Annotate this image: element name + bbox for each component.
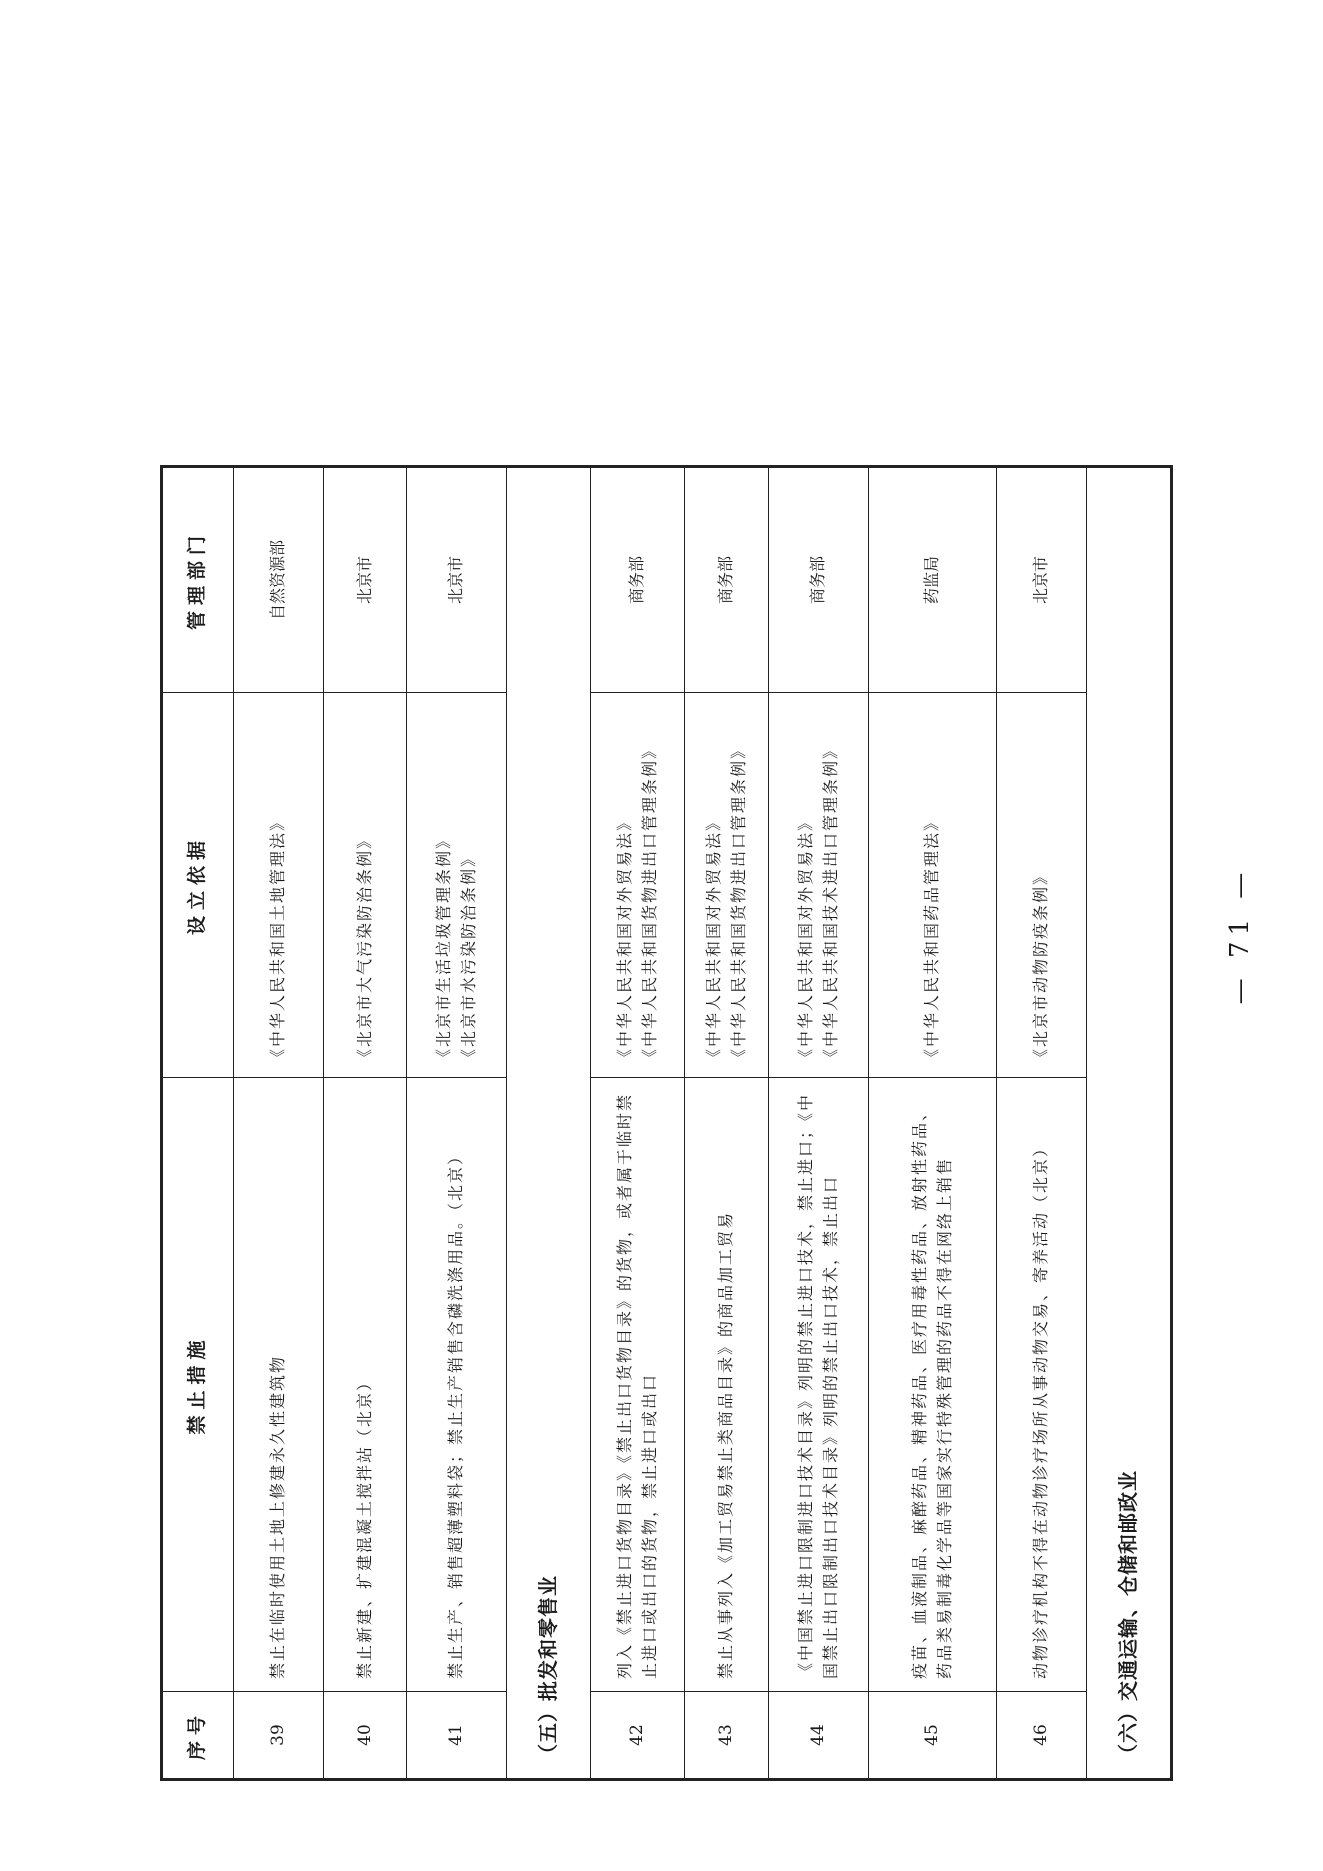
row-measure: 列入《禁止进口货物目录》《禁止出口货物目录》的货物，或者属于临时禁止进口或出口的货物，禁止进口或出口 (591, 1078, 685, 1692)
basis-line: 《中华人民共和国货物进出口管理条例》 (728, 740, 748, 1065)
basis-line: 《中华人民共和国技术进出口管理条例》 (820, 740, 840, 1065)
basis-line: 《北京市生活垃圾管理条例》 (433, 830, 453, 1065)
header-measure: 禁止措施 (162, 1078, 234, 1692)
row-no: 41 (407, 1692, 507, 1780)
row-basis (997, 693, 1087, 1078)
section-row (507, 467, 591, 1780)
row-dept: 北京市 (407, 467, 507, 693)
row-dept: 商务部 (591, 467, 685, 693)
basis-line: 《北京市动物防疫条例》 (1031, 866, 1051, 1065)
row-measure: 疫苗、血液制品、麻醉药品、精神药品、医疗用毒性药品、放射性药品、药品类易制毒化学品等国家实行特殊管理的药品不得在网络上销售 (869, 1078, 997, 1692)
table-row (324, 467, 407, 1780)
row-dept: 商务部 (685, 467, 769, 693)
page-number: — 71 — (1225, 866, 1255, 1005)
row-basis (685, 693, 769, 1078)
section-heading-5: （五）批发和零售业 (507, 467, 591, 1780)
basis-line: 《中华人民共和国土地管理法》 (268, 812, 288, 1065)
table-row (234, 467, 324, 1780)
row-measure: 动物诊疗机构不得在动物诊疗场所从事动物交易、寄养活动（北京） (997, 1078, 1087, 1692)
header-no: 序号 (162, 1692, 234, 1780)
row-measure: 禁止从事列入《加工贸易禁止类商品目录》的商品加工贸易 (685, 1078, 769, 1692)
row-measure: 禁止生产、销售超薄塑料袋；禁止生产销售含磷洗涤用品。（北京） (407, 1078, 507, 1692)
basis-line: 《北京市水污染防治条例》 (458, 848, 478, 1065)
header-basis: 设立依据 (162, 693, 234, 1078)
basis-line: 《中华人民共和国对外贸易法》 (795, 812, 815, 1065)
section-row (1087, 467, 1172, 1780)
basis-line: 《北京市大气污染防治条例》 (354, 830, 374, 1065)
row-dept: 药监局 (869, 467, 997, 693)
row-dept: 北京市 (997, 467, 1087, 693)
basis-line: 《中华人民共和国对外贸易法》 (703, 812, 723, 1065)
header-dept: 管理部门 (162, 467, 234, 693)
row-dept: 自然资源部 (234, 467, 324, 693)
row-no: 44 (769, 1692, 869, 1780)
row-no: 42 (591, 1692, 685, 1780)
table-row (591, 467, 685, 1780)
table-row (407, 467, 507, 1780)
row-no: 43 (685, 1692, 769, 1780)
table-row (997, 467, 1087, 1780)
row-measure: 禁止在临时使用土地上修建永久性建筑物 (234, 1078, 324, 1692)
prohibition-table (160, 465, 1173, 1781)
row-measure: 禁止新建、扩建混凝土搅拌站（北京） (324, 1078, 407, 1692)
basis-line: 《中华人民共和国货物进出口管理条例》 (639, 740, 659, 1065)
row-basis (407, 693, 507, 1078)
row-basis (324, 693, 407, 1078)
row-basis (234, 693, 324, 1078)
table-row (769, 467, 869, 1780)
row-no: 40 (324, 1692, 407, 1780)
row-basis (869, 693, 997, 1078)
row-dept: 商务部 (769, 467, 869, 693)
table-header-row (162, 467, 234, 1780)
table-row (685, 467, 769, 1780)
row-dept: 北京市 (324, 467, 407, 693)
row-no: 46 (997, 1692, 1087, 1780)
row-no: 45 (869, 1692, 997, 1780)
basis-line: 《中华人民共和国药品管理法》 (922, 812, 942, 1065)
section-heading-6: （六）交通运输、仓储和邮政业 (1087, 467, 1172, 1780)
basis-line: 《中华人民共和国对外贸易法》 (614, 812, 634, 1065)
row-basis (591, 693, 685, 1078)
row-no: 39 (234, 1692, 324, 1780)
row-basis (769, 693, 869, 1078)
table-row (869, 467, 997, 1780)
row-measure: 《中国禁止进口限制进口技术目录》列明的禁止进口技术，禁止进口；《中国禁止出口限制出口技术目录》列明的禁止出口技术，禁止出口 (769, 1078, 869, 1692)
